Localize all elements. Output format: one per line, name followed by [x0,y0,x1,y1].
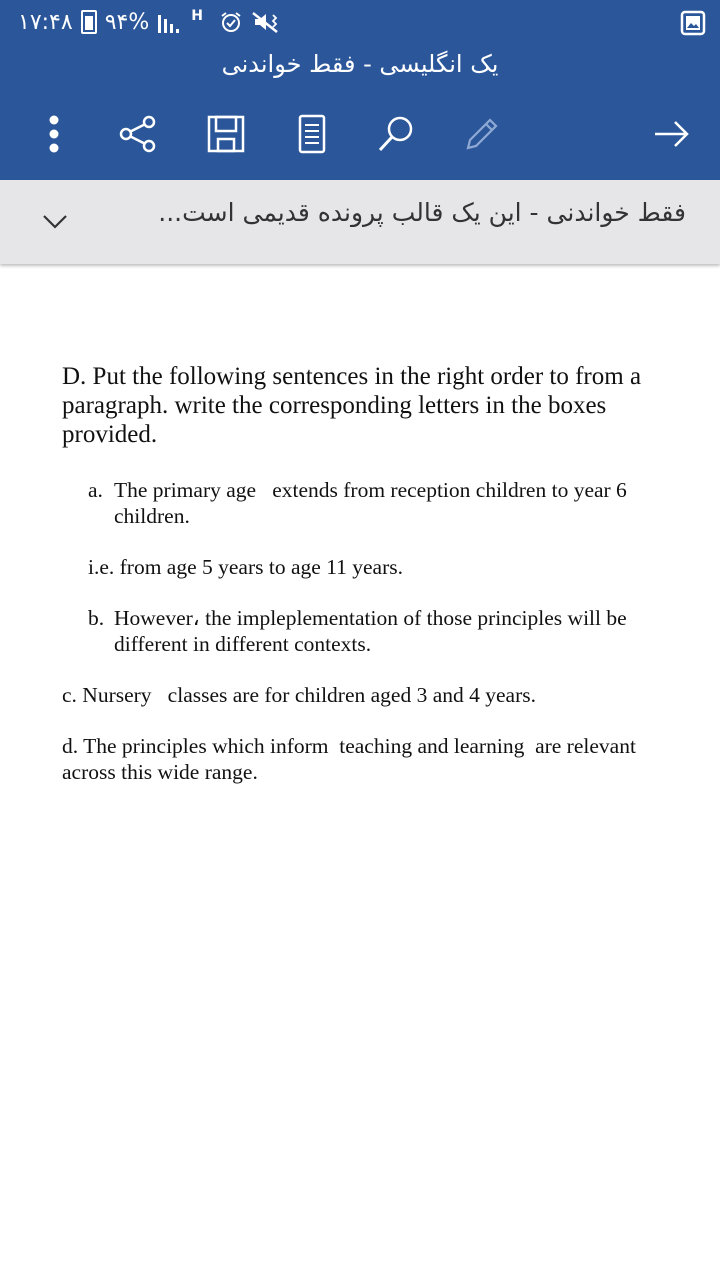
save-icon [206,114,246,154]
toolbar [0,104,720,164]
gallery-icon [680,10,706,36]
search-icon [376,114,416,154]
alarm-icon [219,10,243,34]
status-time: ۱۷:۴۸ [18,9,73,35]
ie-line: i.e. from age 5 years to age 11 years. [88,555,404,579]
mute-vibrate-icon [251,10,283,34]
app-bar [0,0,720,180]
section-heading: D. Put the following sentences in the right order to from a paragraph. write the corresponding letters in the boxes provided. [62,363,642,448]
network-type: H [191,8,203,24]
list-item-a [88,477,682,529]
item-label: a. [88,478,103,502]
battery-percent: ۹۴% [104,9,150,35]
battery-icon [81,10,97,34]
share-icon [118,114,158,154]
chevron-down-icon[interactable] [40,206,70,236]
reading-view-icon [297,114,327,154]
edit-button[interactable] [452,104,512,164]
list-item-c: c. Nursery classes are for children aged 3 and 4 years. [62,683,536,707]
forward-button[interactable] [642,104,702,164]
app-title: یک انگلیسی - فقط خواندنی [221,50,499,78]
forward-arrow-icon [652,114,692,154]
signal-icon [157,11,183,33]
reading-view-button[interactable] [282,104,342,164]
edit-icon [462,114,502,154]
list-item-b [88,605,682,657]
item-text: The primary age extends from reception children to year 6 children. [114,478,633,528]
more-button[interactable] [24,104,84,164]
search-button[interactable] [366,104,426,164]
read-only-notice-bar[interactable] [0,180,720,264]
list-item-d: d. The principles which inform teaching and learning are relevant across this wide range. [62,734,642,784]
status-bar [0,0,720,44]
notice-text: فقط خواندنی - این یک قالب پرونده قدیمی است... [158,198,686,227]
document-body [62,362,682,810]
save-button[interactable] [196,104,256,164]
more-icon [47,114,61,154]
share-button[interactable] [108,104,168,164]
status-left [18,8,283,36]
item-label: b. [88,606,105,630]
item-text: However، the impleplementation of those principles will be different in different contexts. [114,606,627,656]
